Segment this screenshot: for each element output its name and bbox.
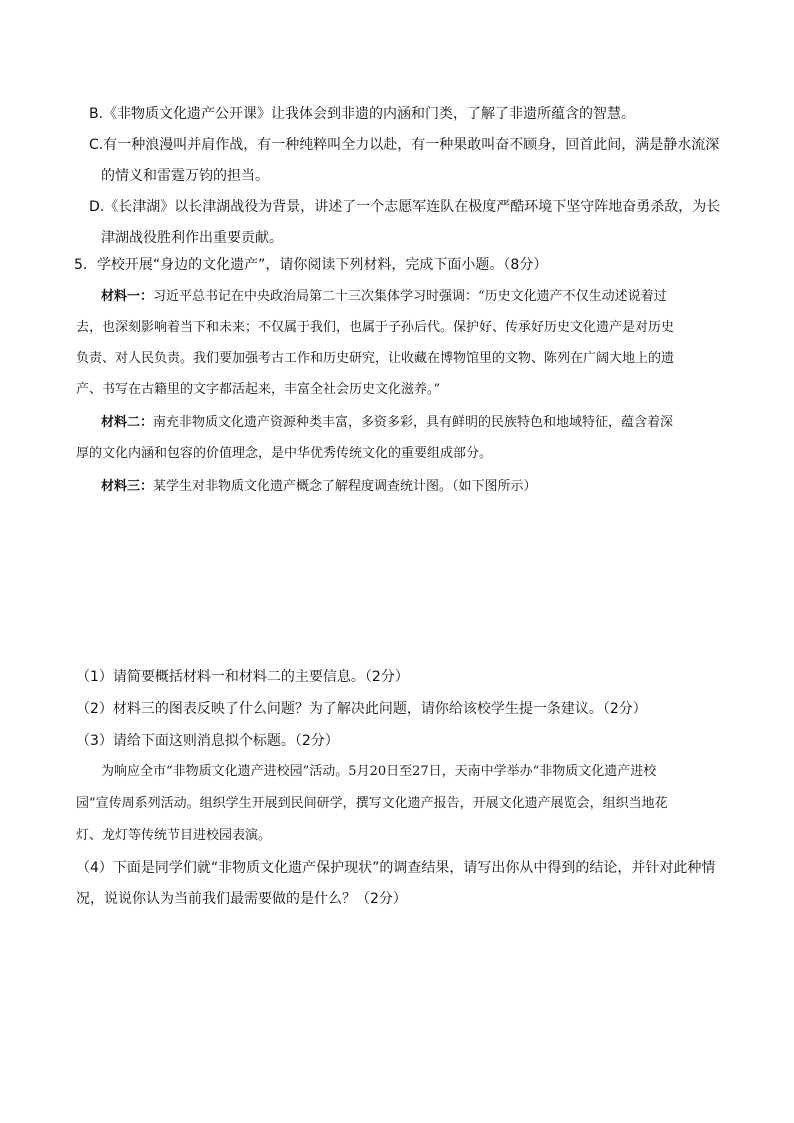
sub-question-3: （3）请给下面这则消息拟个标题。（2分） — [76, 733, 339, 749]
material-2-line1 — [101, 413, 673, 433]
material-1-line4: 产、书写在古籍里的文字都活起来，丰富全社会历史文化滋养。” — [76, 382, 441, 397]
material-1-label: 材料一： — [101, 289, 154, 304]
material-2-line2: 厚的文化内涵和包容的价值理念，是中华优秀传统文化的重要组成部分。 — [76, 446, 493, 461]
news-line2: 园”宣传周系列活动。组织学生开展到民间研学，撰写文化遗产报告，开展文化遗产展览会，组织当地花 — [76, 796, 668, 811]
option-d-line1: D.《长津湖》以长津湖战役为背景，讲述了一个志愿军连队在极度严酷环境下坚守阵地奋勇杀敌，为长 — [89, 199, 721, 215]
material-3-label: 材料三： — [101, 479, 154, 494]
news-line1: 为响应全市“非物质文化遗产进校园”活动。5月20日至27日，天南中学举办“非物质文化遗产进校 — [101, 764, 657, 779]
material-1-line3: 负责、对人民负责。我们要加强考古工作和历史研究，让收藏在博物馆里的文物、陈列在广阔大地上的遗 — [76, 351, 675, 366]
sub-question-1: （1）请简要概括材料一和材料二的主要信息。（2分） — [76, 669, 409, 685]
option-b: B.《非物质文化遗产公开课》让我体会到非遗的内涵和门类，了解了非遗所蕴含的智慧。 — [89, 106, 636, 122]
option-d-line2: 津湖战役胜利作出重要贡献。 — [101, 230, 283, 246]
sub-question-2: （2）材料三的图表反映了什么问题？为了解决此问题，请你给该校学生提一条建议。（2分） — [76, 701, 647, 717]
sub-question-4-line2: 况，说说你认为当前我们最需要做的是什么？（2分） — [76, 891, 407, 907]
news-line3: 灯、龙灯等传统节目进校园表演。 — [76, 828, 272, 843]
material-1-line2: 去，也深刻影响着当下和未来；不仅属于我们，也属于子孙后代。保护好、传承好历史文化遗产是对历史 — [76, 320, 675, 335]
chart-placeholder-area — [76, 505, 716, 655]
option-c-line1: C.有一种浪漫叫并肩作战，有一种纯粹叫全力以赴，有一种果敢叫奋不顾身，回首此间，满是静水流深 — [89, 137, 720, 153]
material-3-text: 某学生对非物质文化遗产概念了解程度调查统计图。（如下图所示） — [153, 479, 537, 494]
material-2-text: 南充非物质文化遗产资源种类丰富，多资多彩，具有鲜明的民族特色和地域特征，蕴含着深 — [153, 415, 674, 430]
question-5-stem: 5．学校开展“身边的文化遗产”，请你阅读下列材料，完成下面小题。（8分） — [74, 257, 548, 273]
option-c-line2: 的情义和雷霆万钧的担当。 — [101, 168, 269, 184]
sub-question-4-line1: （4）下面是同学们就“非物质文化遗产保护现状”的调查结果，请写出你从中得到的结论，并针对此种情 — [76, 860, 716, 876]
material-2-label: 材料二： — [101, 415, 154, 430]
material-1-line1 — [101, 287, 667, 307]
material-3-line1 — [101, 477, 537, 497]
material-1-text: 习近平总书记在中央政治局第二十三次集体学习时强调：“历史文化遗产不仅生动述说着过 — [153, 289, 667, 304]
